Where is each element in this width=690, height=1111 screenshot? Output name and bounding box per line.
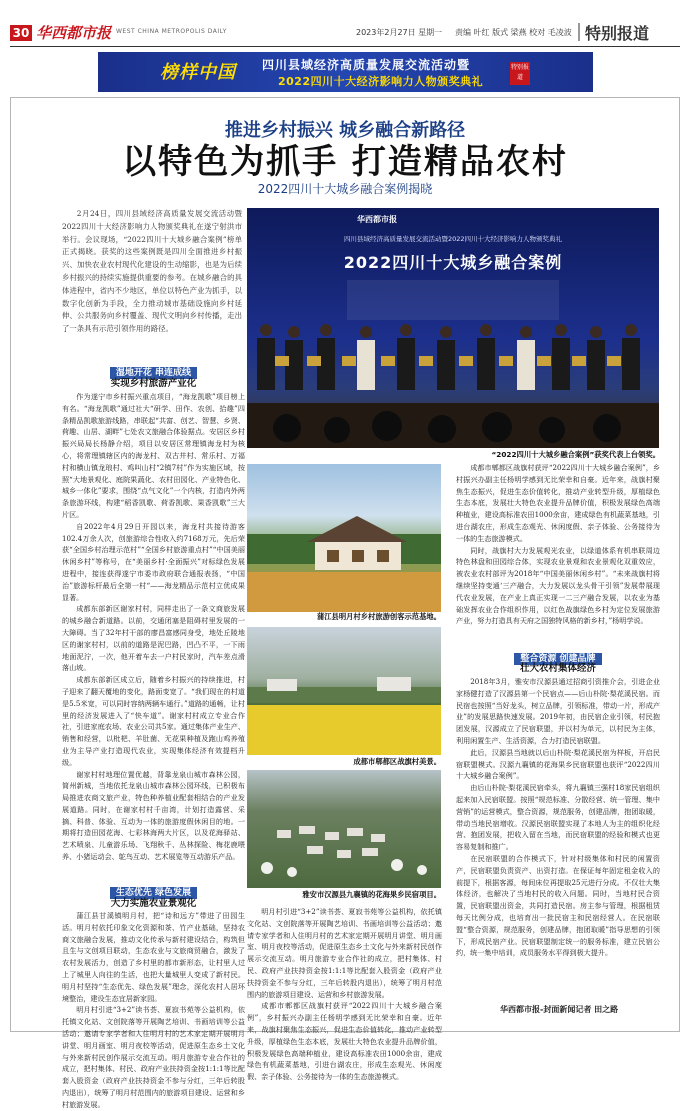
paragraph: 明月村引进“3+2”读书荟、夏寂书苑等公益机构，依托镇文化站、文创院落等开展陶艺培训、书画培训等公益活动；邀请专家学者和人住明月村的艺术家定期开展明月讲堂、明月画室、明月夜校等活动，促进原生态乡土文化与外来新村民创作展示交流互动。明月旅游专业合作社的成立，把村集体、村民、政府产业扶持资金按1:1:1等比配套入股资金（政府产业扶持资金不参与分红，三年后转股内退出），统筹了明月村范围内的旅游项目建设、运营和乡村旅游发展。	[62, 1005, 245, 1109]
banner-line2: 2022四川十大经济影响力人物颁奖典礼	[278, 75, 484, 88]
paragraph: 作为遂宁市乡村振兴重点项目，“海龙凯歌”项目榜上有名。“海龙凯歌”通过社大“研学、田作、农创、拾趣”四条精品凯歌旅游线路，串联起“共富、创艺、智慧、乡贤、荷趣、山居、湖畔”七处农文旅融合体验据点。安居区乡村振兴局局长杨静介绍，项目以安居区常理镇海龙村为核心，将常理镇辖区内的海龙村、双古井村、常乐村、万福村和横山镇龙琅村、鸡叫山村“2镇7村”作为实施区域，按照“大地景观化、庭院果蔬化、农村田园化、产业特色化、城乡一体化”要求，围绕“点气文化”一个内核，打造内外两条旅游环线，构建“稻香凯歌、荷香凯歌、果香凯歌”三大片区。	[62, 392, 245, 519]
paragraph: 2018年3月，雅安市汉源县通过招商引资推介会，引进企业家杨健打造了汉源县第一个民宿点——后山朴院·梨花溪民宿。而民宿也按照“当好龙头，树立品牌，引领标准，带动一片，形成产业”的发展思路快速发展。2019年初，由民宿企业引领，村民抱团发展，汉源成立了民宿联盟，并以村为单元，以村民为主体，利用闲置生产、生活资源，合力打造民宿联盟。	[456, 677, 660, 745]
subhead: 2022四川十大城乡融合案例揭晓	[257, 182, 433, 196]
photo2-caption: 蒲江县明月村乡村旅游创客示范基地。	[316, 612, 441, 621]
section3-title: 壮大农村集体经济	[519, 663, 596, 674]
homestay-village-graphic	[247, 770, 441, 888]
section2-title: 大力实施农业景观化	[110, 898, 197, 909]
zhanqi-village-photo	[247, 627, 441, 755]
page-number: 30	[10, 25, 32, 41]
headline: 以特色为抓手 打造精品农村	[122, 142, 568, 182]
paragraph: 成都市郫都区战旗村获评“2022四川十大城乡融合案例”，乡村振兴办副主任杨明学感到无比荣幸和自豪。近年来，战旗村聚焦生态振兴，促进生态价值转化，推动产业转型升级，厚植绿色生态本底，发展壮大特色农业提升品牌价值，积极发展绿色高端种植业，建设高标准农田1000余亩，建成绿色有机蔬菜基地，引进台湖农庄，形成生态观光、休闲度假、亲子体验、公务接待为一体的生态旅游模式。	[247, 1001, 442, 1082]
photo4-caption: 雅安市汉源县九襄镇的花海果乡民宿项目。	[302, 890, 441, 899]
screen-org: 华西都市报	[357, 215, 397, 224]
masthead	[0, 0, 690, 48]
main-photo-caption: “2022四川十大城乡融合案例”获奖代表上台领奖。	[491, 450, 660, 459]
banner-line1: 四川县域经济高质量发展交流活动暨	[262, 58, 471, 72]
paragraph: 谢家村村地理位置优越，背靠龙泉山城市森林公园，简州新城，当地依托龙泉山城市森林公园环线，已积极布局推进农商文旅产业，特色种养植业配套相结合的产业发展道路。同时，在谢家村村千亩湾，计划打造露营、采摘、科普、体验、互动为一体的旅游度假休闲目的地。一期将打造田园花海、七彩林海两大片区，以及花海驿站、艺术喷泉、儿童游乐场、飞翔秋千、丛林探险、梅花鹿喂养、小猪运动会、鸵鸟互动、艺术展览等互动游乐产品。	[62, 769, 245, 862]
section2-tag: 生态优先 绿色发展	[110, 887, 197, 899]
screen-list	[347, 280, 559, 320]
column2-body	[247, 906, 442, 1082]
brand-logo: 华西都市报	[36, 24, 112, 42]
paragraph: 同时，战旗村大力发展观光农业，以绿道体系有机串联周边特色林盘和田园综合体，实现农业景观和农业景观化双重效应，被农业农村部评为2018年“中国美丽休闲乡村”。“未来战旗村将继续坚持变通‘三产融合，大力发展以龙头骨干引领”发展带展现代农业发展，在产业上真正实现一二三产融合发展，以农业为基础发挥农业合作组织作用，以红色战旗绿色乡村为定位发展旅游产业，努力打造具有天府之国独特风格的新乡村，”杨明学说。	[456, 545, 660, 626]
mingyue-village-photo	[247, 464, 441, 612]
award-ceremony-photo	[247, 208, 659, 448]
village-building-graphic	[247, 464, 441, 612]
section1-tag: 湿地开花 串连成线	[110, 367, 197, 379]
paragraph: 成都市郫都区战旗村获评“2022四川十大城乡融合案例”，乡村振兴办副主任杨明学感到无比荣幸和自豪。近年来，战旗村聚焦生态振兴，促进生态价值转化，推动产业转型升级，厚植绿色生态本底，发展壮大特色农业提升品牌价值，积极发展绿色高端种植业，建设高标准农田1000余亩，建成绿色有机蔬菜基地，引进台湖农庄，形成生态观光、休闲度假、亲子体验、公务接待为一体的生态旅游模式。	[456, 463, 660, 543]
paragraph: 此后，汉源县当地就以后山朴院·梨花溪民宿为样板，开启民宿联盟模式。汉源九襄镇的花海果乡民宿联盟也获评“2022四川十大城乡融合案例”。	[456, 747, 660, 781]
section-divider	[578, 23, 580, 41]
brand-english: WEST CHINA METROPOLIS DAILY	[116, 28, 227, 35]
column3-body-2	[456, 676, 660, 1001]
photo3-caption: 成都市郫都区战旗村美景。	[353, 757, 441, 766]
kicker: 推进乡村振兴 城乡融合新路径	[224, 120, 466, 141]
top-rule	[10, 46, 680, 47]
award-recipients-graphic	[247, 318, 659, 448]
paragraph: 自2022年4月29日开园以来，海龙村共接待游客102.4万余人次，创旅游综合性收入约7168万元，先后荣获“全国乡村治理示范村”“全国乡村旅游重点村”“中国美丽休闲乡村”等称号，在“美丽乡村·全面振兴”对标绿色发展进程中，接连获得遂宁市委市政府联合通报表扬，“中国治”旅游标杆最后全第一村“——海龙精品示范村立优成果显著。	[62, 521, 245, 602]
screen-title: 2022四川十大城乡融合案例	[343, 253, 563, 272]
paragraph: 蒲江县甘溪镇明月村，把“诗和远方”带进了田园生活。明月村依托印象文化资源和茶、竹产业基础，坚持农商文旅融合发展，推动文化传承与新村建设结合，构筑但且生与文创项目联动，生态农业与文旅商贸融合，激发了农村发展活力，创造了乡村里的都市新形态，让村里人过上了城里人向往的生活，也把大量城里人变成了新村民。明月村坚持“生态优先、绿色发展”理念，深化农村人居环境整治，建设生态宜居新家园。	[62, 911, 245, 1003]
paragraph: 在民宿联盟的合作模式下，针对村级集体和村民的闲置资产，民宿联盟负责资产、出资打造。在保证每年固定租金收入的前提下，根据客源，每间床位再提取25元进行分成。不仅壮大集体经济，也解决了当地村民的收入问题。同时，当地村民合资置，民宿联盟出资金，共同打造民宿。房主参与管理，根据租赁每天比例分成，也培育出一批民宿主和民宿经营人。在民宿联盟“整合资源，规范服务，创建品牌，抱团取暖”指导思想的引领下，形成民宿产业。民宿联盟制定统一的服务标准，建立民宿公约，统一集中培训，成员服务水平得到极大提升。	[456, 853, 660, 958]
column1-body	[62, 391, 245, 877]
field-graphic	[247, 627, 441, 755]
screen-event: 四川县域经济高质量发展交流活动暨2022四川十大经济影响力人物颁奖典礼	[343, 235, 563, 243]
paragraph: 成都东部新区成立后，随着乡村振兴的持续推进，村子迎来了翻天覆地的变化，路面变宽了。“我们现在的村道是5.5米宽，可以同时容纳两辆车通行。”道路的通畅，让村里的经济发展进入了“快车道”。谢家村村成立专业合作社，引进家庭农场、农业公司共5家。通过集体产业生产、销售和经营，以枇杷、羊肚菌、无花果种植及跑山鸡养殖业为主导产业打造现代农业，实现集体经济有效提档升级。	[62, 675, 245, 767]
column1-body-2	[62, 910, 245, 1109]
section1-title: 实现乡村旅游产业化	[110, 378, 197, 389]
hanyuan-homestay-photo	[247, 770, 441, 888]
paragraph: 明月村引进“3+2”读书荟、夏寂书苑等公益机构，依托镇文化站、文创院落等开展陶艺培训、书画培训等公益活动；邀请专家学者和人住明月村的艺术家定期开展明月讲堂、明月画室、明月夜校等活动，促进原生态乡土文化与外来新村民创作展示交流互动。明月旅游专业合作社的成立，把村集体、村民、政府产业扶持资金按1:1:1等比配套入股资金（政府产业扶持资金不参与分红，三年后转股内退出），统筹了明月村范围内的旅游项目建设、运营和乡村旅游发展。	[247, 907, 442, 999]
section3-tag: 整合资源 创建品牌	[514, 653, 601, 665]
section-name: 特别报道	[585, 24, 650, 43]
editor-credits: 责编 叶红 版式 梁燕 校对 毛凌波	[455, 28, 572, 37]
column3-body	[456, 462, 660, 634]
paragraph: 由后山朴院·梨花溪民宿牵头，将九襄镇三强村18家民宿组织起来加入民宿联盟。按照“规范标准、分散经营、统一管理、集中营销”的运营模式，整合资源，规范服务，创建品牌，抱团取暖，带动当地民宿增收。汉源民宿联盟实现了本地人为主的组织化经营、抱团发展，把收入留在当地，而民宿联盟的经验和模式也更容易复制和推广。	[456, 783, 660, 852]
byline: 华西都市报-封面新闻记者 田之路	[500, 1005, 619, 1014]
banner-badge: 特别报道	[510, 62, 530, 85]
banner-left-title: 榜样中国	[160, 62, 236, 83]
lead-paragraph: 2月24日，四川县域经济高质量发展交流活动暨2022四川十大经济影响力人物颁奖典礼在遂宁射洪市举行。会议现场，“2022四川十大城乡融合案例”榜单正式揭晓。获奖的这些案例既是四川全面推进乡村振兴、加快农业农村现代化建设的生动缩影，也是为后续乡村振兴的持续实施提供重要的参考。在城乡融合的具体进程中，省内不少地区，单位以特色产业为抓手，以数字化创新为手段，全力推动城市基础设施向乡村延伸、公共服务向乡村覆盖、现代文明向乡村传播，走出了一条具有示范引领作用的路径。	[62, 209, 242, 334]
dateline: 2023年2月27日 星期一	[356, 28, 443, 37]
paragraph: 成都东部新区谢家村村，同样走出了一条文商旅发展的城乡融合新道路。以前，交通闭塞是阻碍村里发展的一大障碍。当了32年村干部的廖昌富感同身受，地处丘陵地区的谢家村村，以前的道路是泥巴路，凹凸不平，一下雨地面泥泞，一次，他开着车去一户村民家时，汽车差点滑落山坡。	[62, 604, 245, 673]
